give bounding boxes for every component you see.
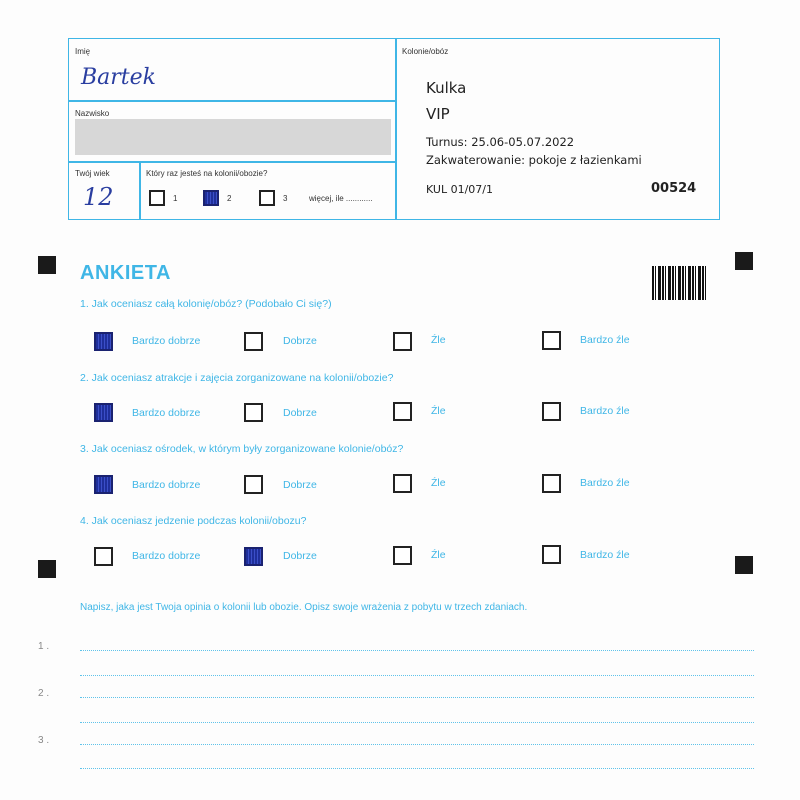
- survey-title: ANKIETA: [80, 262, 171, 284]
- age-label: Twój wiek: [75, 169, 110, 178]
- q4-option-good-label: Dobrze: [283, 550, 317, 562]
- opinion-line-2a[interactable]: [80, 697, 754, 698]
- name-value[interactable]: Bartek: [81, 65, 156, 90]
- times-label: Który raz jesteś na kolonii/obozie?: [146, 169, 268, 178]
- times-option-3-label: 3: [283, 194, 288, 203]
- opinion-instruction: Napisz, jaka jest Twoja opinia o kolonii lub obozie. Opisz swoje wrażenia z pobytu w trzech zdaniach.: [80, 602, 528, 613]
- q3-option-bad-checkbox[interactable]: [393, 474, 412, 493]
- opinion-line-number-2: 2 .: [38, 688, 50, 699]
- times-more-label: więcej, ile ............: [309, 194, 373, 203]
- q4-option-very-bad-checkbox[interactable]: [542, 545, 561, 564]
- barcode: [652, 266, 708, 300]
- q4-option-very-bad-label: Bardzo źle: [580, 549, 630, 561]
- opinion-line-3b[interactable]: [80, 768, 754, 769]
- q3-option-good-checkbox[interactable]: [244, 475, 263, 494]
- q3-option-very-good-label: Bardzo dobrze: [132, 479, 201, 491]
- q1-option-very-good-checkbox[interactable]: [94, 332, 113, 351]
- opinion-line-1a[interactable]: [80, 650, 754, 651]
- q2-option-good-label: Dobrze: [283, 407, 317, 419]
- surname-redacted: [75, 119, 391, 155]
- registration-mark-bottom-right: [735, 556, 753, 574]
- opinion-line-2b[interactable]: [80, 722, 754, 723]
- q3-option-very-good-checkbox[interactable]: [94, 475, 113, 494]
- q2-option-bad-checkbox[interactable]: [393, 402, 412, 421]
- times-checkbox-3[interactable]: [259, 190, 275, 206]
- q3-option-very-bad-label: Bardzo źle: [580, 477, 630, 489]
- surname-label: Nazwisko: [75, 109, 110, 118]
- turnus-text: Turnus: 25.06-05.07.2022: [426, 135, 575, 149]
- q4-option-good-checkbox[interactable]: [244, 547, 263, 566]
- header-box: [68, 38, 720, 220]
- times-option-1-label: 1: [173, 194, 178, 203]
- registration-mark-bottom-left: [38, 560, 56, 578]
- q2-option-very-good-label: Bardzo dobrze: [132, 407, 201, 419]
- opinion-line-3a[interactable]: [80, 744, 754, 745]
- accommodation-text: Zakwaterowanie: pokoje z łazienkami: [426, 153, 642, 167]
- times-checkbox-2[interactable]: [203, 190, 219, 206]
- camp-code: KUL 01/07/1: [426, 183, 493, 196]
- form-number: 00524: [651, 181, 697, 196]
- q3-option-very-bad-checkbox[interactable]: [542, 474, 561, 493]
- registration-mark-top-right: [735, 252, 753, 270]
- opinion-line-number-1: 1 .: [38, 641, 50, 652]
- opinion-line-1b[interactable]: [80, 675, 754, 676]
- q1-option-bad-label: Źle: [431, 334, 446, 346]
- question-2-text: 2. Jak oceniasz atrakcje i zajęcia zorganizowane na kolonii/obozie?: [80, 372, 394, 384]
- q1-option-very-good-label: Bardzo dobrze: [132, 335, 201, 347]
- camp-type: VIP: [426, 105, 450, 123]
- q1-option-very-bad-checkbox[interactable]: [542, 331, 561, 350]
- question-1-text: 1. Jak oceniasz całą kolonię/obóz? (Podobało Ci się?): [80, 298, 332, 310]
- q2-option-very-bad-label: Bardzo źle: [580, 405, 630, 417]
- q3-option-good-label: Dobrze: [283, 479, 317, 491]
- camp-name: Kulka: [426, 79, 467, 97]
- q4-option-bad-label: Źle: [431, 549, 446, 561]
- times-option-2-label: 2: [227, 194, 232, 203]
- times-checkbox-1[interactable]: [149, 190, 165, 206]
- camp-label: Kolonie/obóz: [402, 47, 449, 56]
- question-4-text: 4. Jak oceniasz jedzenie podczas kolonii/obozu?: [80, 515, 307, 527]
- q1-option-very-bad-label: Bardzo źle: [580, 334, 630, 346]
- q4-option-very-good-checkbox[interactable]: [94, 547, 113, 566]
- question-3-text: 3. Jak oceniasz ośrodek, w którym były zorganizowane kolonie/obóz?: [80, 443, 404, 455]
- age-value[interactable]: 12: [83, 183, 114, 211]
- q2-option-very-good-checkbox[interactable]: [94, 403, 113, 422]
- q2-option-good-checkbox[interactable]: [244, 403, 263, 422]
- q4-option-very-good-label: Bardzo dobrze: [132, 550, 201, 562]
- q1-option-bad-checkbox[interactable]: [393, 332, 412, 351]
- q3-option-bad-label: Źle: [431, 477, 446, 489]
- name-label: Imię: [75, 47, 91, 56]
- registration-mark-top-left: [38, 256, 56, 274]
- q2-option-very-bad-checkbox[interactable]: [542, 402, 561, 421]
- q1-option-good-label: Dobrze: [283, 335, 317, 347]
- opinion-line-number-3: 3 .: [38, 735, 50, 746]
- q1-option-good-checkbox[interactable]: [244, 332, 263, 351]
- q4-option-bad-checkbox[interactable]: [393, 546, 412, 565]
- q2-option-bad-label: Źle: [431, 405, 446, 417]
